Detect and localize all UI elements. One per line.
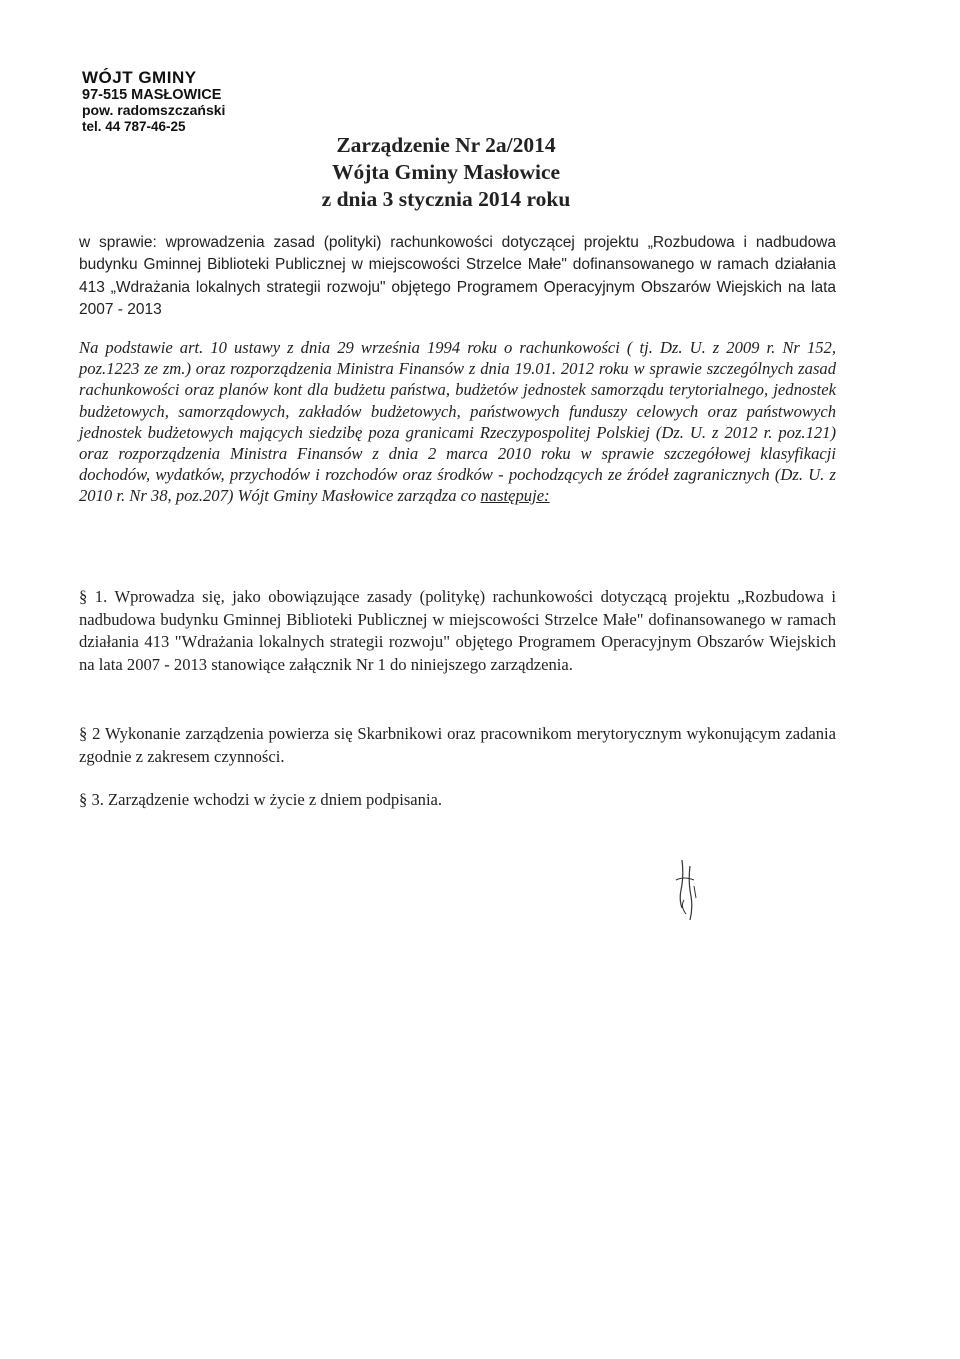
legal-basis-paragraph [79,337,836,507]
legal-basis-text: Na podstawie art. 10 ustawy z dnia 29 września 1994 roku o rachunkowości ( tj. Dz. U. z 2009 r. Nr 152, poz.1223 ze zm.) oraz rozporządzenia Ministra Finansów z dnia 19.01. 2012 roku w sprawie szczególnych zasad rachunkowości oraz planów kont dla budżetu państwa, budżetów jednostek samorządu terytorialnego, jednostek budżetowych, samorządowych, zakładów budżetowych, państwowych funduszy celowych oraz państwowych jednostek budżetowych mających siedzibę poza granicami Rzeczypospolitej Polskiej (Dz. U. z 2012 r. poz.121) oraz rozporządzenia Ministra Finansów z dnia 2 marca 2010 roku w sprawie szczegółowej klasyfikacji dochodów, wydatków, przychodów i rozchodów oraz środków - pochodzących ze źródeł zagranicznych (Dz. U. z 2010 r. Nr 38, poz.207) Wójt Gminy Masłowice zarządza co [79,338,836,506]
section-1-paragraph: § 1. Wprowadza się, jako obowiązujące zasady (politykę) rachunkowości dotyczącą projektu „Rozbudowa i nadbudowa budynku Gminnej Biblioteki Publicznej w miejscowości Strzelce Małe" dofinansowanego w ramach działania 413 "Wdrażania lokalnych strategii rozwoju" objętego Programem Operacyjnym Obszarów Wiejskich na lata 2007 - 2013 stanowiące załącznik Nr 1 do niniejszego zarządzenia. [79,587,836,674]
document-issuer: Wójta Gminy Masłowice [331,160,561,184]
stamp-line-phone: tel. 44 787-46-25 [82,118,186,134]
stamp-line-county: pow. radomszczański [82,102,226,119]
office-stamp [82,68,225,134]
legal-basis-end: następuje: [480,486,550,506]
section-3-paragraph: § 3. Zarządzenie wchodzi w życie z dniem podpisania. [79,790,443,809]
stamp-line-title: WÓJT GMINY [82,68,197,87]
handwritten-signature [668,856,708,926]
stamp-line-address: 97-515 MASŁOWICE [82,87,222,104]
subject-paragraph: w sprawie: wprowadzenia zasad (polityki) rachunkowości dotyczącej projektu „Rozbudowa i nadbudowa budynku Gminnej Biblioteki Publicznej w miejscowości Strzelce Małe" dofinansowanego w ramach działania 413 „Wdrażania lokalnych strategii rozwoju" objętego Programem Operacyjnym Obszarów Wiejskich na lata 2007 - 2013 [79,234,836,319]
document-title: Zarządzenie Nr 2a/2014 [336,133,556,157]
section-2-paragraph: § 2 Wykonanie zarządzenia powierza się Skarbnikowi oraz pracownikom merytorycznym wykonującym zadania zgodnie z zakresem czynności. [79,724,836,766]
document-date: z dnia 3 stycznia 2014 roku [321,187,571,211]
